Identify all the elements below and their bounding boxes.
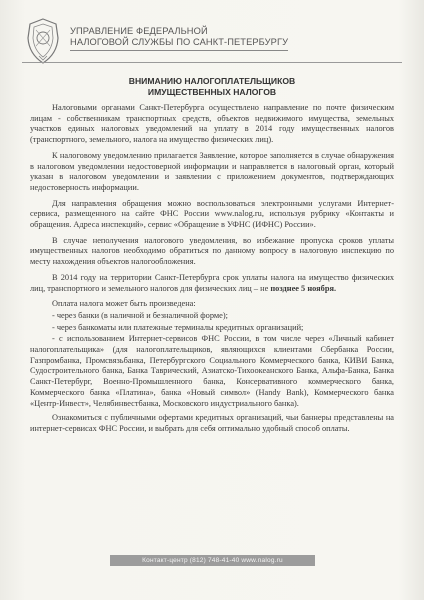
deadline-date: позднее 5 ноября.: [270, 283, 337, 293]
paragraph-online-service: Для направления обращения можно воспользоваться электронными услугами Интернет-сервиса, размещенного на сайте ФНС России www.nalog.ru, используя рубрику «Контакты и обращения. Адреса инспекций», сервис «Обращение в УФНС (ИФНС) России».: [30, 198, 394, 230]
paragraph-non-receipt: В случае неполучения налогового уведомления, во избежание пропуска сроков уплаты имущественных налогов необходимо обратиться по данному вопросу в налоговую инспекцию по месту нахождения объектов налогообложения.: [30, 235, 394, 267]
paragraph-mailing: Налоговыми органами Санкт-Петербурга осуществлено направление по почте физическим лицам - собственникам транспортных средств, объектов недвижимого имущества, земельных участков единых налоговых уведомлений на уплату в 2014 году имущественных налогов (транспортного, земельного, налога на имущество физических лиц).: [30, 103, 394, 145]
contact-footer: Контакт-центр (812) 748-41-40 www.nalog.ru: [110, 555, 315, 566]
paragraph-deadline: [30, 273, 394, 294]
paragraph-application: К налоговому уведомлению прилагается Заявление, которое заполняется в случае обнаружения в налоговом уведомлении недостоверной информации и направляется в налоговый орган, который указан в налоговом уведомлении и заявлении с приложением документов, подтверждающих недостоверность информации.: [30, 150, 394, 192]
list-item: - с использованием Интернет-сервисов ФНС России, в том числе через «Личный кабинет налогоплательщика» (для налогоплательщиков, являющихся клиентами Сбербанка России, Газпромбанка, Промсвязьбанка, Петербургского Социального Коммерческого банка, КИВИ Банка, Судостроительного банка, Банка Таврический, Азиатско-Тихоокеанского Банка, Альфа-Банка, Банка Санкт-Петербург, Военно-Промышленного банка, Консервативного коммерческого банка, Коммерческого банка «Платина», банка «Новый символ» (Handy Bank), Коммерческого банка «Центр-Инвест», Челябинвестбанка, Московского индустриального банка).: [30, 334, 394, 408]
tax-service-emblem-icon: [22, 16, 64, 66]
header-divider: [22, 62, 402, 63]
title-line-2: ИМУЩЕСТВЕННЫХ НАЛОГОВ: [147, 87, 277, 97]
list-item: - через банкоматы или платежные терминалы кредитных организаций;: [52, 322, 304, 332]
org-line-1: УПРАВЛЕНИЕ ФЕДЕРАЛЬНОЙ: [70, 25, 208, 36]
document-body: [30, 103, 394, 440]
organization-name: [70, 26, 288, 51]
deadline-text: В 2014 году на территории Санкт-Петербурга срок уплаты налога на имущество физических лиц, транспортного и земельного налогов для физических лиц – не: [30, 272, 394, 293]
paragraph-payment-intro: Оплата налога может быть произведена:: [52, 299, 196, 309]
page-title: [0, 76, 424, 98]
org-line-2: НАЛОГОВОЙ СЛУЖБЫ ПО САНКТ-ПЕТЕРБУРГУ: [70, 37, 288, 51]
list-item: - через банки (в наличной и безналичной форме);: [52, 310, 228, 320]
title-line-1: ВНИМАНИЮ НАЛОГОПЛАТЕЛЬЩИКОВ: [128, 76, 296, 86]
paragraph-offers: Ознакомиться с публичными офертами кредитных организаций, чьи баннеры представлены на интернет-сервисах ФНС России, и выбрать для себя оптимально удобный способ оплаты.: [30, 413, 394, 433]
